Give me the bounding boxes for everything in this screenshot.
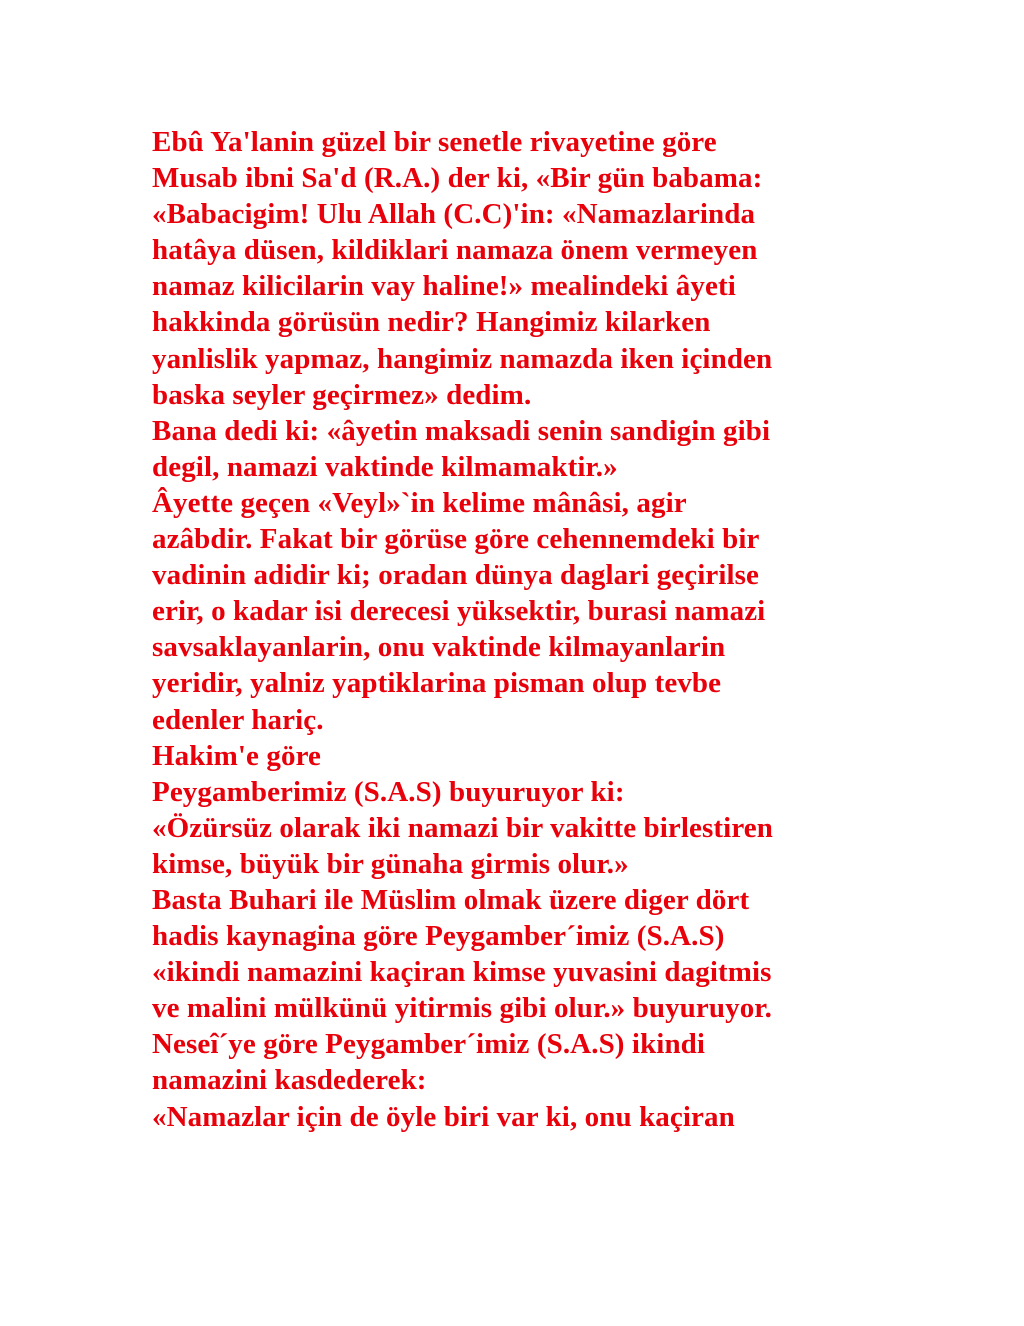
- text-line: «Babacigim! Ulu Allah (C.C)'in: «Namazlarinda: [152, 198, 756, 231]
- text-line: edenler hariç.: [152, 703, 324, 736]
- text-line: namaz kilicilarin vay haline!» mealindeki âyeti: [152, 270, 736, 303]
- text-line: hakkinda görüsün nedir? Hangimiz kilarken: [152, 306, 711, 339]
- text-line: namazini kasdederek:: [152, 1064, 427, 1097]
- text-line: hadis kaynagina göre Peygamber´imiz (S.A.S): [152, 920, 725, 953]
- text-line: savsaklayanlarin, onu vaktinde kilmayanlarin: [152, 631, 726, 664]
- text-line: Musab ibni Sa'd (R.A.) der ki, «Bir gün babama:: [152, 162, 763, 195]
- text-line: kimse, büyük bir günaha girmis olur.»: [152, 847, 629, 880]
- text-line: yeridir, yalniz yaptiklarina pisman olup tevbe: [152, 667, 722, 700]
- text-line: ve malini mülkünü yitirmis gibi olur.» buyuruyor.: [152, 992, 772, 1025]
- text-line: Basta Buhari ile Müslim olmak üzere diger dört: [152, 883, 750, 916]
- text-line: «Özürsüz olarak iki namazi bir vakitte birlestiren: [152, 811, 773, 844]
- text-line: Âyette geçen «Veyl»`in kelime mânâsi, agir: [152, 486, 687, 519]
- text-line: «ikindi namazini kaçiran kimse yuvasini dagitmis: [152, 956, 772, 989]
- text-line: degil, namazi vaktinde kilmamaktir.»: [152, 450, 618, 483]
- text-line: vadinin adidir ki; oradan dünya daglari geçirilse: [152, 559, 760, 592]
- document-text-body: [152, 124, 912, 1135]
- text-line: Bana dedi ki: «âyetin maksadi senin sandigin gibi: [152, 414, 771, 447]
- text-line: baska seyler geçirmez» dedim.: [152, 378, 532, 411]
- text-line: azâbdir. Fakat bir görüse göre cehennemdeki bir: [152, 523, 760, 556]
- text-line: Neseî´ye göre Peygamber´imiz (S.A.S) ikindi: [152, 1028, 706, 1061]
- text-line: yanlislik yapmaz, hangimiz namazda iken içinden: [152, 342, 773, 375]
- text-line: hatâya düsen, kildiklari namaza önem vermeyen: [152, 234, 758, 267]
- text-line: Ebû Ya'lanin güzel bir senetle rivayetine göre: [152, 126, 717, 158]
- text-line: Hakim'e göre: [152, 739, 321, 772]
- text-line: Peygamberimiz (S.A.S) buyuruyor ki:: [152, 775, 625, 808]
- text-line: erir, o kadar isi derecesi yüksektir, burasi namazi: [152, 595, 766, 628]
- text-line: «Namazlar için de öyle biri var ki, onu kaçiran: [152, 1100, 735, 1133]
